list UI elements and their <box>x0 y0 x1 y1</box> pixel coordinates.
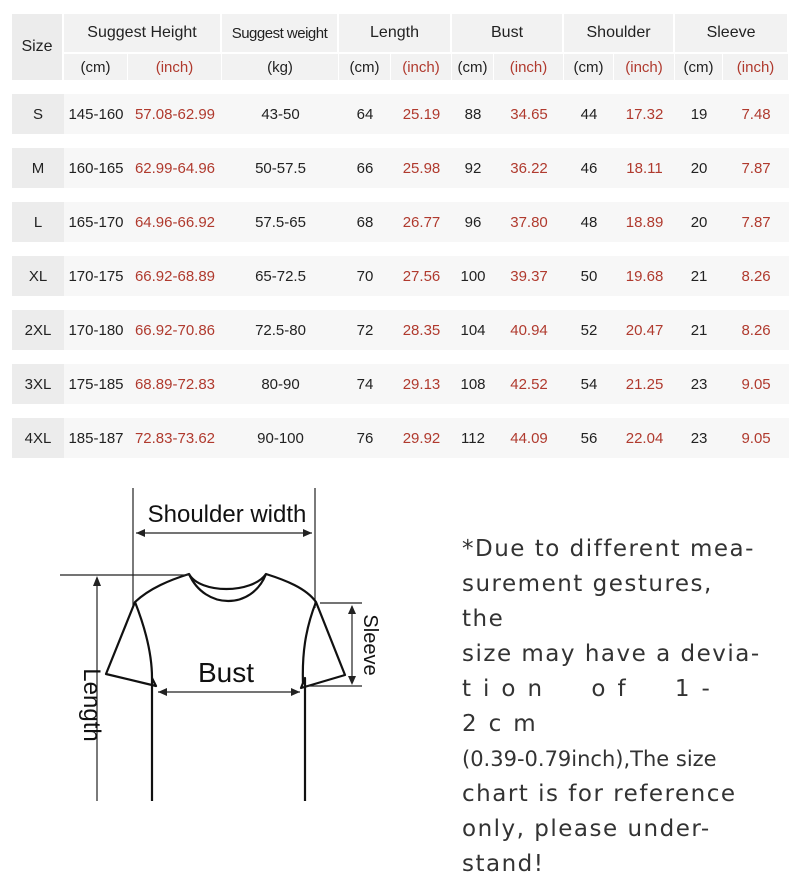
bust-cm-cell: 104 <box>452 310 494 350</box>
sleeve-inch-cell: 8.26 <box>723 310 789 350</box>
unit-kg: (kg) <box>222 52 339 80</box>
unit-inch: (inch) <box>614 52 675 80</box>
bust-cm-cell: 108 <box>452 364 494 404</box>
table-row <box>12 364 789 404</box>
shoulder-cm-cell: 54 <box>564 364 614 404</box>
length-cm-cell: 70 <box>339 256 391 296</box>
length-cm-cell: 68 <box>339 202 391 242</box>
bust-inch-cell: 39.37 <box>494 256 564 296</box>
shoulder-cm-cell: 48 <box>564 202 614 242</box>
length-inch-cell: 25.98 <box>391 148 452 188</box>
sleeve-inch-cell: 7.48 <box>723 94 789 134</box>
length-inch-cell: 28.35 <box>391 310 452 350</box>
bust-inch-cell: 36.22 <box>494 148 564 188</box>
sleeve-inch-cell: 9.05 <box>723 364 789 404</box>
height-cm-cell: 145-160 <box>64 94 128 134</box>
unit-cm: (cm) <box>675 52 723 80</box>
header-bust: Bust <box>452 14 564 52</box>
unit-inch: (inch) <box>128 52 222 80</box>
weight-cell: 65-72.5 <box>222 256 339 296</box>
height-cm-cell: 165-170 <box>64 202 128 242</box>
unit-cm: (cm) <box>452 52 494 80</box>
bust-inch-cell: 44.09 <box>494 418 564 458</box>
height-cm-cell: 170-175 <box>64 256 128 296</box>
sleeve-label: Sleeve <box>359 614 381 676</box>
tshirt-collar <box>189 574 266 601</box>
sleeve-cm-cell: 19 <box>675 94 723 134</box>
table-row <box>12 310 789 350</box>
bust-cm-cell: 96 <box>452 202 494 242</box>
size-cell: 4XL <box>12 418 64 458</box>
weight-cell: 57.5-65 <box>222 202 339 242</box>
sleeve-inch-cell: 9.05 <box>723 418 789 458</box>
unit-inch: (inch) <box>391 52 452 80</box>
height-cm-cell: 175-185 <box>64 364 128 404</box>
shoulder-cm-cell: 46 <box>564 148 614 188</box>
size-cell: XL <box>12 256 64 296</box>
bust-cm-cell: 88 <box>452 94 494 134</box>
height-inch-cell: 66.92-70.86 <box>128 310 222 350</box>
sleeve-cm-cell: 20 <box>675 202 723 242</box>
unit-inch: (inch) <box>723 52 789 80</box>
table-row <box>12 418 789 458</box>
height-inch-cell: 72.83-73.62 <box>128 418 222 458</box>
shoulder-inch-cell: 22.04 <box>614 418 675 458</box>
sleeve-cm-cell: 23 <box>675 418 723 458</box>
weight-cell: 72.5-80 <box>222 310 339 350</box>
length-inch-cell: 29.13 <box>391 364 452 404</box>
height-cm-cell: 185-187 <box>64 418 128 458</box>
bust-label: Bust <box>197 657 255 688</box>
size-chart <box>12 14 780 458</box>
height-inch-cell: 57.08-62.99 <box>128 94 222 134</box>
size-cell: 2XL <box>12 310 64 350</box>
note-line: *Due to different mea- <box>462 536 755 562</box>
height-inch-cell: 66.92-68.89 <box>128 256 222 296</box>
size-cell: 3XL <box>12 364 64 404</box>
length-cm-cell: 72 <box>339 310 391 350</box>
note-line: chart is for reference <box>462 781 737 807</box>
header-size: Size <box>12 14 64 80</box>
weight-cell: 50-57.5 <box>222 148 339 188</box>
bust-inch-cell: 37.80 <box>494 202 564 242</box>
measurement-note <box>462 532 762 882</box>
note-line: only, please under- <box>462 816 711 842</box>
length-cm-cell: 66 <box>339 148 391 188</box>
sleeve-cm-cell: 21 <box>675 256 723 296</box>
sleeve-cm-cell: 23 <box>675 364 723 404</box>
table-row <box>12 256 789 296</box>
shoulder-cm-cell: 44 <box>564 94 614 134</box>
header-suggest-height: Suggest Height <box>64 14 222 52</box>
size-rows <box>12 80 789 458</box>
shoulder-inch-cell: 17.32 <box>614 94 675 134</box>
bust-inch-cell: 40.94 <box>494 310 564 350</box>
length-cm-cell: 76 <box>339 418 391 458</box>
bust-cm-cell: 92 <box>452 148 494 188</box>
weight-cell: 43-50 <box>222 94 339 134</box>
weight-cell: 90-100 <box>222 418 339 458</box>
weight-cell: 80-90 <box>222 364 339 404</box>
shoulder-cm-cell: 50 <box>564 256 614 296</box>
note-line: surement gestures, the <box>462 571 713 632</box>
height-cm-cell: 160-165 <box>64 148 128 188</box>
size-cell: L <box>12 202 64 242</box>
header-length: Length <box>339 14 452 52</box>
header-shoulder: Shoulder <box>564 14 675 52</box>
table-row <box>12 94 789 134</box>
sleeve-cm-cell: 20 <box>675 148 723 188</box>
table-row <box>12 202 789 242</box>
bust-inch-cell: 42.52 <box>494 364 564 404</box>
unit-inch: (inch) <box>494 52 564 80</box>
length-inch-cell: 25.19 <box>391 94 452 134</box>
sleeve-inch-cell: 7.87 <box>723 148 789 188</box>
length-inch-cell: 26.77 <box>391 202 452 242</box>
sleeve-inch-cell: 7.87 <box>723 202 789 242</box>
table-row <box>12 148 789 188</box>
sleeve-cm-cell: 21 <box>675 310 723 350</box>
note-line: size may have a devia- <box>462 641 761 667</box>
height-inch-cell: 68.89-72.83 <box>128 364 222 404</box>
shoulder-cm-cell: 52 <box>564 310 614 350</box>
height-cm-cell: 170-180 <box>64 310 128 350</box>
size-table <box>12 14 789 458</box>
sleeve-inch-cell: 8.26 <box>723 256 789 296</box>
unit-cm: (cm) <box>564 52 614 80</box>
length-inch-cell: 27.56 <box>391 256 452 296</box>
note-line: (0.39-0.79inch),The size <box>462 747 717 771</box>
length-label: Length <box>78 668 105 742</box>
unit-cm: (cm) <box>64 52 128 80</box>
note-line: tion of 1-2cm <box>462 676 722 737</box>
height-inch-cell: 64.96-66.92 <box>128 202 222 242</box>
length-cm-cell: 74 <box>339 364 391 404</box>
shoulder-cm-cell: 56 <box>564 418 614 458</box>
shoulder-width-label: Shoulder width <box>147 501 307 528</box>
shoulder-inch-cell: 21.25 <box>614 364 675 404</box>
bust-cm-cell: 112 <box>452 418 494 458</box>
length-cm-cell: 64 <box>339 94 391 134</box>
unit-cm: (cm) <box>339 52 391 80</box>
size-cell: M <box>12 148 64 188</box>
bust-cm-cell: 100 <box>452 256 494 296</box>
length-inch-cell: 29.92 <box>391 418 452 458</box>
header-suggest-weight: Suggest weight <box>222 14 339 52</box>
tshirt-diagram <box>0 460 440 801</box>
header-sleeve: Sleeve <box>675 14 789 52</box>
shoulder-inch-cell: 18.89 <box>614 202 675 242</box>
shoulder-inch-cell: 20.47 <box>614 310 675 350</box>
bust-inch-cell: 34.65 <box>494 94 564 134</box>
size-cell: S <box>12 94 64 134</box>
shoulder-inch-cell: 18.11 <box>614 148 675 188</box>
shoulder-inch-cell: 19.68 <box>614 256 675 296</box>
note-line: stand! <box>462 851 545 877</box>
height-inch-cell: 62.99-64.96 <box>128 148 222 188</box>
